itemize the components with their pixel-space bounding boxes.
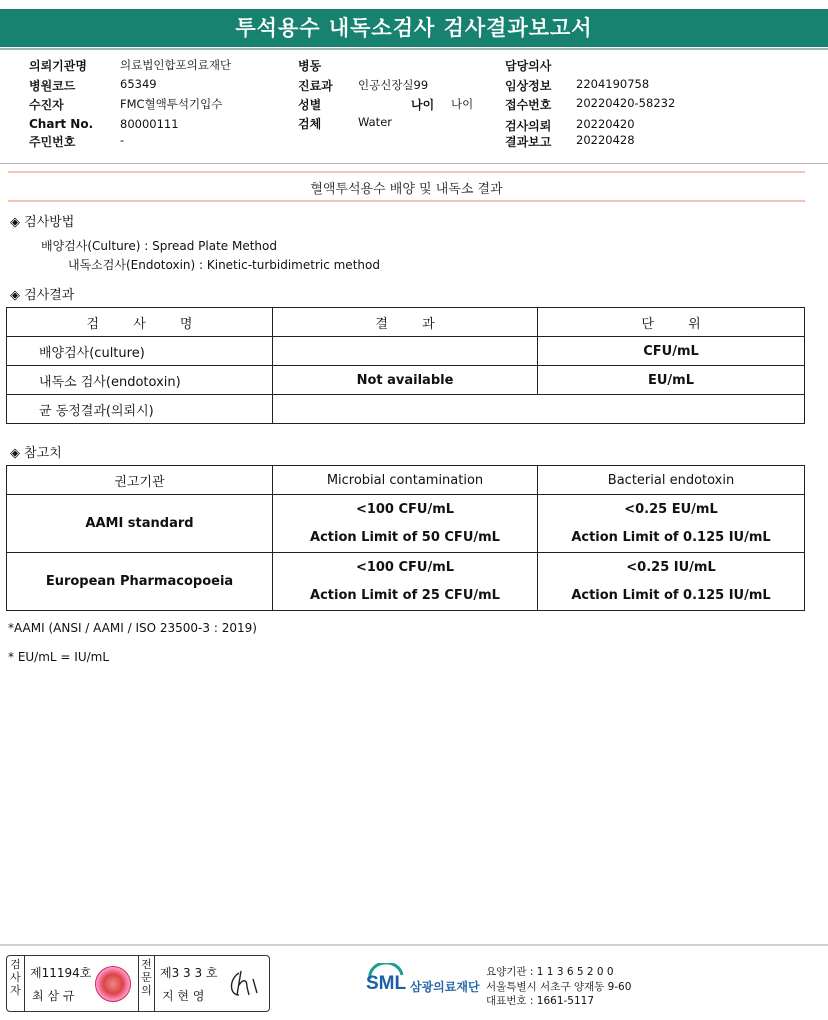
- method-endotoxin: 내독소검사(Endotoxin) : Kinetic-turbidimetric method: [68, 258, 380, 272]
- reference-org-aami: AAMI standard: [7, 495, 273, 553]
- reference-micro-ep-limit: <100 CFU/mL: [355, 559, 455, 575]
- table-row: [7, 337, 805, 366]
- result-name-endotoxin: 내독소 검사(endotoxin): [7, 366, 273, 395]
- result-name-identification: 균 동정결과(의뢰시): [7, 395, 273, 424]
- reference-endo-aami-limit: <0.25 EU/mL: [624, 501, 718, 517]
- result-table: [6, 307, 805, 424]
- org-address: 서울특별시 서초구 양재동 9-60: [486, 981, 632, 993]
- reference-heading: ◈ 참고치: [10, 446, 62, 461]
- result-value-identification: [273, 395, 805, 424]
- label-resident-no: 주민번호: [29, 135, 76, 149]
- reference-micro-aami: [273, 495, 538, 553]
- label-request-date: 검사의뢰: [505, 119, 552, 133]
- title-underline: [0, 48, 828, 50]
- table-row: [7, 495, 805, 553]
- signature-icon: [225, 965, 261, 1001]
- result-heading: ◈ 검사결과: [10, 288, 75, 303]
- note-aami: *AAMI (ANSI / AAMI / ISO 23500-3 : 2019): [8, 621, 257, 635]
- org-phone: 대표번호 : 1661-5117: [486, 995, 595, 1007]
- reference-header-org: 권고기관: [7, 466, 273, 495]
- value-department: 인공신장실99: [358, 78, 429, 92]
- tester-name: 최 삼 규: [32, 989, 75, 1003]
- value-patient: FMC혈액투석기입수: [120, 97, 223, 111]
- label-doctor: 담당의사: [505, 59, 552, 73]
- reference-table: [6, 465, 805, 611]
- value-age: 나이: [451, 97, 474, 111]
- value-hospital-code: 65349: [120, 77, 157, 91]
- result-header-row: [7, 308, 805, 337]
- seal-stamp-icon: [95, 966, 131, 1002]
- value-report-date: 20220428: [576, 133, 635, 147]
- reference-micro-aami-action: Action Limit of 50 CFU/mL: [310, 529, 500, 545]
- result-value-culture: [273, 337, 538, 366]
- subtitle-bottom-line: [8, 200, 805, 202]
- approver-license: 제3 3 3 호: [160, 966, 218, 980]
- label-report-date: 결과보고: [505, 135, 552, 149]
- result-unit-endotoxin: EU/mL: [538, 366, 805, 395]
- label-department: 진료과: [298, 79, 333, 93]
- value-requester: 의료법인합포의료재단: [120, 58, 232, 72]
- footer-divider: [0, 944, 828, 946]
- label-clinical-info: 임상정보: [505, 79, 552, 93]
- result-unit-culture: CFU/mL: [538, 337, 805, 366]
- result-header-unit: 단 위: [538, 308, 805, 337]
- approver-name: 지 현 영: [162, 989, 205, 1003]
- value-request-date: 20220420: [576, 117, 635, 131]
- label-ward: 병동: [298, 59, 322, 73]
- reference-endo-aami: [538, 495, 805, 553]
- subtitle-top-line: [8, 171, 805, 173]
- result-value-endotoxin: Not available: [273, 366, 538, 395]
- header-divider: [0, 163, 828, 164]
- tester-license: 제11194호: [30, 966, 92, 980]
- label-sex: 성별: [298, 98, 322, 112]
- reference-header-row: [7, 466, 805, 495]
- reference-endo-aami-action: Action Limit of 0.125 IU/mL: [571, 529, 771, 545]
- value-specimen: Water: [358, 115, 392, 129]
- table-row: [7, 366, 805, 395]
- reference-micro-ep-action: Action Limit of 25 CFU/mL: [310, 587, 500, 603]
- reference-header-micro: Microbial contamination: [273, 466, 538, 495]
- logo-text: SML: [366, 973, 407, 994]
- label-chart-no: Chart No.: [29, 117, 94, 131]
- tester-label: 검사자: [7, 956, 25, 1011]
- reference-endo-ep: [538, 553, 805, 611]
- org-code: 요양기관 : 1 1 3 6 5 2 0 0: [486, 966, 614, 978]
- result-name-culture: 배양검사(culture): [7, 337, 273, 366]
- value-chart-no: 80000111: [120, 117, 179, 131]
- reference-org-ep: European Pharmacopoeia: [7, 553, 273, 611]
- value-receipt-no: 20220420-58232: [576, 96, 676, 110]
- method-culture: 배양검사(Culture) : Spread Plate Method: [41, 239, 277, 253]
- report-subtitle: 혈액투석용수 배양 및 내독소 결과: [310, 182, 503, 197]
- value-resident-no: -: [120, 133, 125, 147]
- result-header-result: 결 과: [273, 308, 538, 337]
- reference-endo-ep-limit: <0.25 IU/mL: [626, 559, 716, 575]
- reference-micro-ep: [273, 553, 538, 611]
- reference-header-endo: Bacterial endotoxin: [538, 466, 805, 495]
- value-clinical-info: 2204190758: [576, 77, 650, 91]
- label-patient: 수진자: [29, 98, 64, 112]
- org-name: 삼광의료재단: [410, 980, 480, 994]
- table-row: [7, 395, 805, 424]
- result-header-name: 검 사 명: [7, 308, 273, 337]
- label-requester: 의뢰기관명: [29, 59, 87, 73]
- reference-micro-aami-limit: <100 CFU/mL: [355, 501, 455, 517]
- method-heading: ◈ 검사방법: [10, 215, 75, 230]
- label-age: 나이: [411, 98, 435, 112]
- approver-label: 전문의: [138, 956, 155, 1011]
- label-receipt-no: 접수번호: [505, 98, 552, 112]
- label-hospital-code: 병원코드: [29, 79, 76, 93]
- note-units: * EU/mL = IU/mL: [8, 650, 110, 664]
- reference-endo-ep-action: Action Limit of 0.125 IU/mL: [571, 587, 771, 603]
- table-row: [7, 553, 805, 611]
- report-title: 투석용수 내독소검사 검사결과보고서: [0, 9, 828, 47]
- label-specimen: 검체: [298, 117, 322, 131]
